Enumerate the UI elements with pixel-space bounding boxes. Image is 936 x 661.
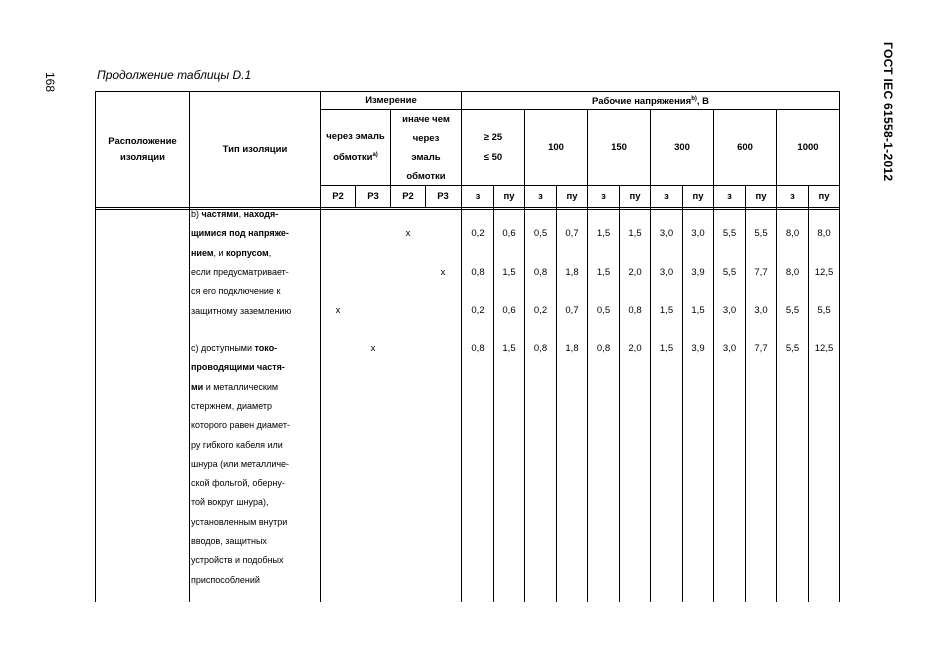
description-line xyxy=(191,358,321,377)
bold-term: проводящими частя- xyxy=(191,362,285,373)
text-fragment: стержнем, диаметр xyxy=(191,400,273,411)
table-cell-value: 3,9 xyxy=(691,343,705,354)
description-line xyxy=(191,455,321,474)
header-pollution-degree: P3 xyxy=(367,190,379,202)
table-cell-value: 0,7 xyxy=(565,305,579,316)
text-fragment: c) доступными xyxy=(191,343,255,353)
table-cell-value: 5,5 xyxy=(817,305,831,316)
header-measurement: Измерение xyxy=(365,94,417,106)
header-sub-з: з xyxy=(727,190,732,202)
header-pollution-degree: P3 xyxy=(437,190,449,202)
description-line xyxy=(191,532,321,551)
description-line xyxy=(191,416,321,435)
table-cell-value: 7,7 xyxy=(754,267,768,278)
table-cell-value: 0,5 xyxy=(533,228,548,239)
bold-term: частями xyxy=(201,209,239,219)
table-cell-value: 0,8 xyxy=(471,267,485,278)
header-sub-пу: пу xyxy=(755,190,767,202)
table-cell-value: 3,0 xyxy=(659,228,674,239)
header-insulation-type: Тип изоляции xyxy=(222,143,288,155)
description-line xyxy=(191,339,321,358)
description-line xyxy=(191,436,321,455)
description-line xyxy=(191,282,321,301)
description-line xyxy=(191,224,321,243)
table-cell-value: 5,5 xyxy=(785,305,800,316)
table-cell-value: 0,8 xyxy=(533,267,548,278)
text-fragment: защитному заземлению xyxy=(191,305,292,316)
text-fragment: , и xyxy=(213,247,227,258)
text-fragment: которого равен диамет- xyxy=(191,420,290,431)
header-voltage-600: 600 xyxy=(737,141,753,153)
table-cell-value: 3,0 xyxy=(754,305,768,316)
bold-term: ми xyxy=(191,381,204,392)
description-line xyxy=(191,244,321,263)
table-cell-value: 0,8 xyxy=(628,305,642,316)
description-line xyxy=(191,397,321,416)
text-fragment: b) xyxy=(191,209,202,219)
table-cell-value: 3,0 xyxy=(659,267,674,278)
bold-term: нием xyxy=(191,247,214,258)
header-other-than-enamel: иначе чем через эмаль обмотки xyxy=(402,113,450,182)
measurement-mark: x xyxy=(440,267,446,278)
bold-term: корпусом xyxy=(226,247,269,258)
header-sub-з: з xyxy=(664,190,669,202)
header-voltage-1000: 1000 xyxy=(797,141,819,153)
text-fragment: , xyxy=(268,247,272,258)
description-line xyxy=(191,474,321,493)
table-cell-value: 7,7 xyxy=(754,343,768,354)
table-cell-value: 0,6 xyxy=(502,305,516,316)
table-cell-value: 5,5 xyxy=(722,267,737,278)
text-fragment: шнура (или металличе- xyxy=(191,458,290,469)
bold-term: токо- xyxy=(254,343,278,353)
bold-term: находя- xyxy=(243,209,279,219)
table-caption: Продолжение таблицы D.1 xyxy=(97,68,252,82)
table-cell-value: 3,0 xyxy=(691,228,705,239)
header-sub-пу: пу xyxy=(566,190,578,202)
header-sub-пу: пу xyxy=(692,190,704,202)
table-cell-value: 5,5 xyxy=(722,228,737,239)
table-cell-value: 0,2 xyxy=(471,228,485,239)
header-voltage-150: 150 xyxy=(611,141,627,153)
bold-term: щимися под напряже- xyxy=(191,228,289,239)
table-cell-value: 5,5 xyxy=(785,343,800,354)
header-through-enamel: через эмаль обмотки$^{a)}$ xyxy=(326,131,385,164)
text-fragment: той вокруг шнура), xyxy=(191,497,269,508)
table-cell-value: 12,5 xyxy=(814,267,834,278)
table-cell-value: 0,7 xyxy=(565,228,579,239)
table-cell-value: 12,5 xyxy=(814,343,834,354)
table-cell-value: 1,8 xyxy=(565,267,579,278)
header-sub-пу: пу xyxy=(629,190,641,202)
table-cell-value: 1,5 xyxy=(659,343,674,354)
table-cell-value: 8,0 xyxy=(785,267,800,278)
table-cell-value: 3,0 xyxy=(722,343,737,354)
header-voltage-100: 100 xyxy=(548,141,564,153)
table-cell-value: 8,0 xyxy=(785,228,800,239)
standard-designation: ГОСТ IEC 61558-1-2012 xyxy=(881,42,895,182)
table-cell-value: 1,5 xyxy=(691,305,705,316)
text-fragment: установленным внутри xyxy=(191,516,288,527)
header-sub-пу: пу xyxy=(818,190,830,202)
header-voltage-25-50: ≥ 25 ≤ 50 xyxy=(483,131,503,163)
table-cell-value: 1,5 xyxy=(596,228,611,239)
table-cell-value: 0,6 xyxy=(502,228,516,239)
header-working-voltages: Рабочие напряжения$^{b)}$, В xyxy=(591,95,709,108)
table-cell-value: 0,2 xyxy=(471,305,485,316)
header-voltage-300: 300 xyxy=(674,141,690,153)
description-line xyxy=(191,302,321,321)
table-cell-value: 5,5 xyxy=(754,228,768,239)
header-sub-з: з xyxy=(790,190,795,202)
table-cell-value: 0,8 xyxy=(596,343,611,354)
text-fragment: устройств и подобных xyxy=(191,555,284,566)
header-sub-з: з xyxy=(475,190,481,202)
table-cell-value: 1,5 xyxy=(596,267,611,278)
description-line xyxy=(191,378,321,397)
description-line xyxy=(191,551,321,570)
description-line xyxy=(191,493,321,512)
measurement-mark: x xyxy=(405,228,411,239)
text-fragment: если предусматривает- xyxy=(191,266,289,277)
table-cell-value: 1,5 xyxy=(628,228,642,239)
header-pollution-degree: P2 xyxy=(402,190,414,202)
table-cell-value: 3,9 xyxy=(691,267,705,278)
measurement-mark: x xyxy=(370,343,376,354)
table-cell-value: 0,8 xyxy=(533,343,548,354)
measurement-mark: x xyxy=(335,305,341,316)
text-fragment: и металлическим xyxy=(203,381,279,392)
table-cell-value: 0,2 xyxy=(533,305,548,316)
header-sub-з: з xyxy=(538,190,543,202)
table-cell-value: 0,5 xyxy=(596,305,611,316)
text-fragment: вводов, защитных xyxy=(191,536,267,546)
table-cell-value: 8,0 xyxy=(817,228,831,239)
text-fragment: ру гибкого кабеля или xyxy=(191,439,283,450)
text-fragment: ся его подключение к xyxy=(191,286,281,297)
header-sub-пу: пу xyxy=(503,190,515,202)
table-cell-value: 2,0 xyxy=(628,343,642,354)
table-cell-value: 1,5 xyxy=(659,305,674,316)
header-sub-з: з xyxy=(601,190,606,202)
text-fragment: , xyxy=(238,209,244,219)
text-fragment: ской фольгой, оберну- xyxy=(191,478,285,489)
table-cell-value: 1,5 xyxy=(502,267,516,278)
text-fragment: приспособлений xyxy=(191,574,260,585)
header-location: Расположение изоляции xyxy=(108,135,177,163)
page-number: 168 xyxy=(43,72,57,93)
description-line xyxy=(191,571,321,590)
table-cell-value: 0,8 xyxy=(471,343,485,354)
description-line xyxy=(191,513,321,532)
table-cell-value: 1,8 xyxy=(565,343,579,354)
header-pollution-degree: P2 xyxy=(332,190,344,202)
table-cell-value: 3,0 xyxy=(722,305,737,316)
description-line xyxy=(191,205,321,224)
description-line xyxy=(191,263,321,282)
table-cell-value: 1,5 xyxy=(502,343,516,354)
table-cell-value: 2,0 xyxy=(628,267,642,278)
